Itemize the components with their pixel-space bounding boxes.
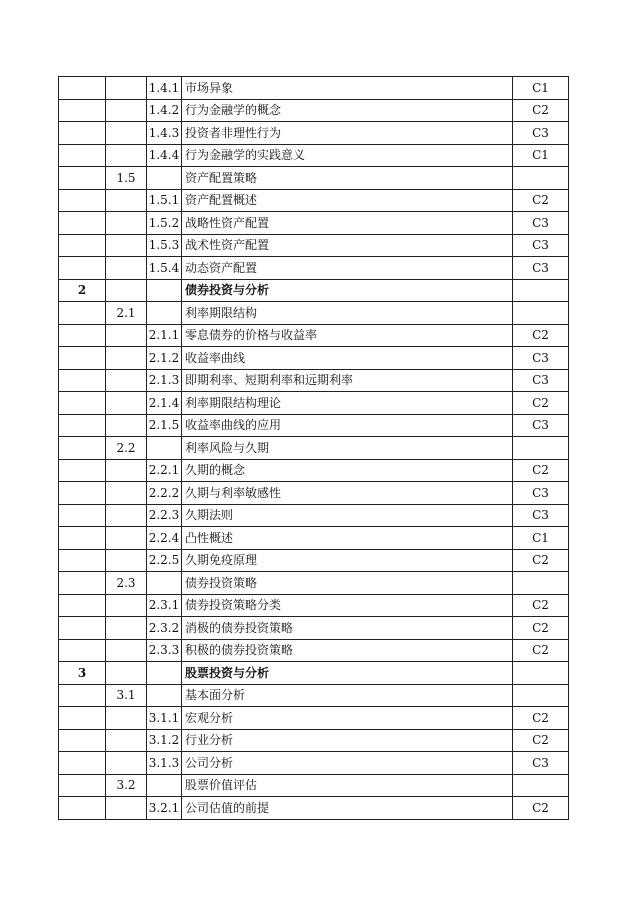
topic-number-cell: 1.5.2 [147,212,182,235]
section-number-cell [106,549,147,572]
table-row [59,594,569,617]
section-number-cell [106,527,147,550]
section-number-cell [106,504,147,527]
title-cell: 战略性资产配置 [182,212,513,235]
table-row [59,302,569,325]
topic-number-cell: 2.1.3 [147,369,182,392]
level-cell [513,279,569,302]
level-cell [513,774,569,797]
table-row [59,684,569,707]
section-number-cell: 2.3 [106,572,147,595]
table-row [59,392,569,415]
table-row [59,617,569,640]
table-row [59,144,569,167]
chapter-number-cell [59,392,106,415]
table-row [59,572,569,595]
chapter-number-cell [59,234,106,257]
topic-number-cell: 2.2.5 [147,549,182,572]
title-cell: 凸性概述 [182,527,513,550]
level-cell: C2 [513,617,569,640]
topic-number-cell: 3.2.1 [147,797,182,820]
title-cell: 利率期限结构理论 [182,392,513,415]
section-number-cell: 3.1 [106,684,147,707]
chapter-number-cell [59,324,106,347]
section-number-cell [106,392,147,415]
chapter-number-cell [59,414,106,437]
chapter-number-cell [59,684,106,707]
chapter-number-cell [59,437,106,460]
section-number-cell: 3.2 [106,774,147,797]
level-cell: C2 [513,189,569,212]
section-number-cell [106,99,147,122]
chapter-number-cell [59,257,106,280]
title-cell: 债券投资策略 [182,572,513,595]
title-cell: 久期法则 [182,504,513,527]
level-cell: C1 [513,144,569,167]
section-number-cell [106,707,147,730]
table-row [59,549,569,572]
level-cell: C3 [513,234,569,257]
chapter-number-cell [59,639,106,662]
section-number-cell [106,729,147,752]
topic-number-cell: 2.3.1 [147,594,182,617]
table-row [59,482,569,505]
table-row [59,234,569,257]
topic-number-cell [147,437,182,460]
chapter-number-cell [59,729,106,752]
chapter-number-cell [59,459,106,482]
table-row [59,122,569,145]
table-row [59,212,569,235]
level-cell [513,684,569,707]
level-cell [513,437,569,460]
table-row [59,77,569,100]
chapter-number-cell [59,549,106,572]
level-cell: C2 [513,392,569,415]
section-number-cell: 2.1 [106,302,147,325]
table-row [59,662,569,685]
topic-number-cell: 2.1.1 [147,324,182,347]
title-cell: 行为金融学的实践意义 [182,144,513,167]
title-cell: 公司分析 [182,752,513,775]
section-number-cell [106,482,147,505]
section-number-cell [106,369,147,392]
title-cell: 零息债券的价格与收益率 [182,324,513,347]
section-number-cell [106,234,147,257]
chapter-number-cell: 2 [59,279,106,302]
section-number-cell [106,414,147,437]
title-cell: 久期免疫原理 [182,549,513,572]
level-cell [513,572,569,595]
section-number-cell [106,189,147,212]
topic-number-cell [147,684,182,707]
section-number-cell: 2.2 [106,437,147,460]
level-cell: C1 [513,77,569,100]
title-cell: 收益率曲线的应用 [182,414,513,437]
title-cell: 债券投资策略分类 [182,594,513,617]
chapter-number-cell [59,144,106,167]
title-cell: 即期利率、短期利率和远期利率 [182,369,513,392]
topic-number-cell: 2.2.2 [147,482,182,505]
title-cell: 战术性资产配置 [182,234,513,257]
chapter-number-cell [59,797,106,820]
topic-number-cell: 1.5.4 [147,257,182,280]
level-cell: C3 [513,369,569,392]
table-row [59,707,569,730]
section-number-cell [106,594,147,617]
table-row [59,279,569,302]
title-cell: 积极的债券投资策略 [182,639,513,662]
chapter-number-cell [59,77,106,100]
title-cell: 利率期限结构 [182,302,513,325]
syllabus-table-body [59,77,569,820]
topic-number-cell: 1.4.1 [147,77,182,100]
level-cell: C3 [513,504,569,527]
level-cell: C2 [513,594,569,617]
table-row [59,257,569,280]
table-row [59,99,569,122]
level-cell: C3 [513,752,569,775]
title-cell: 基本面分析 [182,684,513,707]
topic-number-cell: 2.3.3 [147,639,182,662]
topic-number-cell: 2.2.1 [147,459,182,482]
topic-number-cell: 2.1.2 [147,347,182,370]
topic-number-cell: 1.4.2 [147,99,182,122]
section-number-cell [106,144,147,167]
section-number-cell [106,257,147,280]
level-cell: C2 [513,729,569,752]
chapter-number-cell [59,774,106,797]
topic-number-cell [147,662,182,685]
table-row [59,437,569,460]
section-number-cell [106,617,147,640]
chapter-number-cell [59,347,106,370]
title-cell: 动态资产配置 [182,257,513,280]
topic-number-cell: 3.1.3 [147,752,182,775]
section-number-cell [106,324,147,347]
chapter-number-cell [59,504,106,527]
level-cell: C2 [513,99,569,122]
level-cell: C2 [513,797,569,820]
topic-number-cell [147,572,182,595]
level-cell: C2 [513,459,569,482]
topic-number-cell: 2.2.3 [147,504,182,527]
title-cell: 行业分析 [182,729,513,752]
topic-number-cell: 2.1.4 [147,392,182,415]
table-row [59,324,569,347]
topic-number-cell: 2.2.4 [147,527,182,550]
topic-number-cell [147,774,182,797]
section-number-cell [106,347,147,370]
topic-number-cell [147,302,182,325]
level-cell [513,302,569,325]
level-cell [513,662,569,685]
level-cell: C2 [513,549,569,572]
title-cell: 消极的债券投资策略 [182,617,513,640]
section-number-cell: 1.5 [106,167,147,190]
section-number-cell [106,77,147,100]
table-row [59,459,569,482]
topic-number-cell: 2.3.2 [147,617,182,640]
table-row [59,414,569,437]
section-number-cell [106,752,147,775]
title-cell: 资产配置概述 [182,189,513,212]
level-cell: C2 [513,707,569,730]
section-number-cell [106,459,147,482]
table-row [59,774,569,797]
chapter-number-cell [59,122,106,145]
chapter-number-cell [59,594,106,617]
table-row [59,752,569,775]
chapter-number-cell [59,167,106,190]
chapter-number-cell [59,707,106,730]
topic-number-cell [147,279,182,302]
level-cell: C3 [513,212,569,235]
topic-number-cell: 1.5.3 [147,234,182,257]
section-number-cell [106,662,147,685]
title-cell: 市场异象 [182,77,513,100]
title-cell: 利率风险与久期 [182,437,513,460]
level-cell: C1 [513,527,569,550]
section-number-cell [106,279,147,302]
title-cell: 收益率曲线 [182,347,513,370]
title-cell: 资产配置策略 [182,167,513,190]
table-row [59,729,569,752]
syllabus-table [58,76,569,820]
topic-number-cell: 3.1.2 [147,729,182,752]
chapter-number-cell [59,302,106,325]
topic-number-cell: 1.4.3 [147,122,182,145]
table-row [59,527,569,550]
title-cell: 公司估值的前提 [182,797,513,820]
section-number-cell [106,797,147,820]
chapter-number-cell [59,482,106,505]
chapter-number-cell [59,527,106,550]
title-cell: 股票价值评估 [182,774,513,797]
level-cell: C2 [513,639,569,662]
title-cell: 行为金融学的概念 [182,99,513,122]
level-cell: C3 [513,257,569,280]
title-cell: 股票投资与分析 [182,662,513,685]
table-row [59,639,569,662]
table-row [59,167,569,190]
table-row [59,369,569,392]
chapter-number-cell [59,617,106,640]
topic-number-cell: 3.1.1 [147,707,182,730]
title-cell: 投资者非理性行为 [182,122,513,145]
topic-number-cell: 1.4.4 [147,144,182,167]
section-number-cell [106,212,147,235]
section-number-cell [106,122,147,145]
chapter-number-cell: 3 [59,662,106,685]
topic-number-cell [147,167,182,190]
title-cell: 久期与利率敏感性 [182,482,513,505]
table-row [59,189,569,212]
level-cell: C3 [513,122,569,145]
table-row [59,347,569,370]
level-cell [513,167,569,190]
topic-number-cell: 1.5.1 [147,189,182,212]
level-cell: C3 [513,347,569,370]
chapter-number-cell [59,752,106,775]
topic-number-cell: 2.1.5 [147,414,182,437]
chapter-number-cell [59,572,106,595]
title-cell: 宏观分析 [182,707,513,730]
chapter-number-cell [59,369,106,392]
title-cell: 债券投资与分析 [182,279,513,302]
table-row [59,797,569,820]
title-cell: 久期的概念 [182,459,513,482]
chapter-number-cell [59,212,106,235]
chapter-number-cell [59,99,106,122]
section-number-cell [106,639,147,662]
level-cell: C3 [513,414,569,437]
table-row [59,504,569,527]
level-cell: C2 [513,324,569,347]
level-cell: C3 [513,482,569,505]
chapter-number-cell [59,189,106,212]
